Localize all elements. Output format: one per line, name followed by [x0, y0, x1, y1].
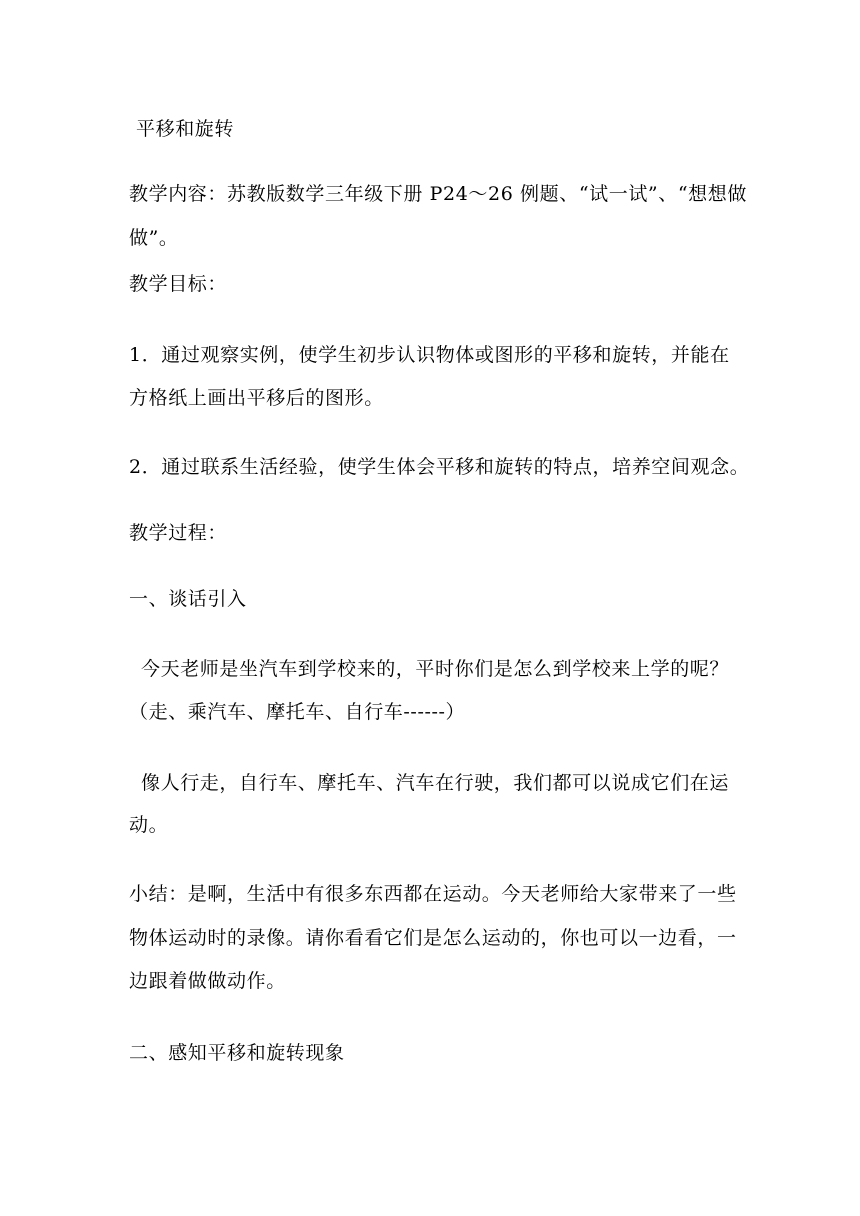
section-1-paragraph-1-line-1: 今天老师是坐汽车到学校来的，平时你们是怎么到学校来上学的呢？ — [141, 658, 730, 680]
section-1-paragraph-2-line-1: 像人行走，自行车、摩托车、汽车在行驶，我们都可以说成它们在运 — [141, 772, 730, 794]
section-1-paragraph-2-line-2: 动。 — [129, 814, 169, 836]
process-heading: 教学过程： — [129, 522, 228, 544]
section-1-summary-line-2: 物体运动时的录像。请你看看它们是怎么运动的，你也可以一边看，一 — [129, 927, 737, 949]
objective-1-line-2: 方格纸上画出平移后的图形。 — [129, 387, 384, 409]
section-1-heading: 一、谈话引入 — [129, 588, 247, 610]
objective-2: 2．通过联系生活经验，使学生体会平移和旋转的特点，培养空间观念。 — [129, 456, 750, 478]
section-2-heading: 二、感知平移和旋转现象 — [129, 1042, 345, 1064]
section-1-paragraph-1-line-2: （走、乘汽车、摩托车、自行车------） — [129, 701, 466, 723]
section-1-summary-line-1: 小结：是啊，生活中有很多东西都在运动。今天老师给大家带来了一些 — [129, 883, 737, 905]
section-1-summary-line-3: 边跟着做做动作。 — [129, 970, 286, 992]
objectives-heading: 教学目标： — [129, 273, 228, 295]
teaching-content-line-1: 教学内容：苏教版数学三年级下册 P24～26 例题、“试一试”、“想想做 — [129, 183, 747, 205]
document-title: 平移和旋转 — [136, 118, 235, 140]
teaching-content-line-2: 做”。 — [129, 227, 179, 249]
objective-1-line-1: 1．通过观察实例，使学生初步认识物体或图形的平移和旋转，并能在 — [129, 344, 730, 366]
